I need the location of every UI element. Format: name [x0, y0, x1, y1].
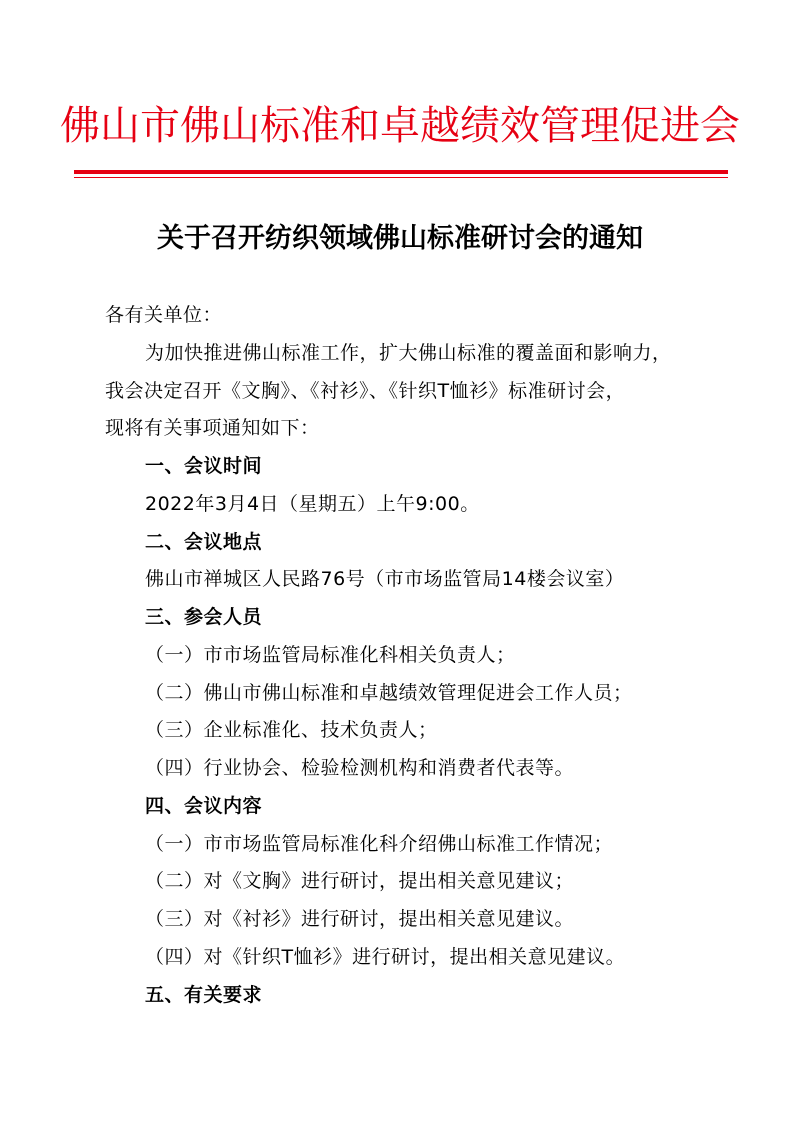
- notice-title: 关于召开纺织领域佛山标准研讨会的通知: [157, 223, 643, 254]
- header-rule-thin: [74, 177, 728, 178]
- section-heading: 二、会议地点: [145, 531, 263, 553]
- section-heading: 一、会议时间: [145, 455, 263, 477]
- section-item: （一）市市场监管局标准化科介绍佛山标准工作情况；: [145, 833, 614, 855]
- section-heading: 四、会议内容: [145, 795, 263, 817]
- intro-line: 现将有关事项通知如下：: [105, 417, 320, 439]
- section-item: （一）市市场监管局标准化科相关负责人；: [145, 644, 516, 666]
- section-item: 2022年3月4日（星期五）上午9:00。: [145, 493, 480, 515]
- section-item: （四）行业协会、检验检测机构和消费者代表等。: [145, 757, 575, 779]
- section-item: （二）对《文胸》进行研讨，提出相关意见建议；: [145, 870, 575, 892]
- section-item: （四）对《针织T恤衫》进行研讨，提出相关意见建议。: [145, 946, 626, 968]
- organization-header-title: 佛山市佛山标准和卓越绩效管理促进会: [60, 103, 740, 149]
- intro-line: 我会决定召开《文胸》、《衬衫》、《针织T恤衫》标准研讨会，: [105, 380, 626, 402]
- intro-line: 为加快推进佛山标准工作，扩大佛山标准的覆盖面和影响力，: [145, 342, 672, 364]
- section-heading: 三、参会人员: [145, 606, 263, 628]
- section-item: （三）企业标准化、技术负责人；: [145, 719, 438, 741]
- section-item: 佛山市禅城区人民路76号（市市场监管局14楼会议室）: [145, 568, 625, 590]
- section-item: （二）佛山市佛山标准和卓越绩效管理促进会工作人员；: [145, 682, 633, 704]
- section-item: （三）对《衬衫》进行研讨，提出相关意见建议。: [145, 908, 575, 930]
- salutation: 各有关单位：: [105, 304, 223, 326]
- section-heading: 五、有关要求: [145, 984, 263, 1006]
- header-rule-thick: [74, 170, 728, 174]
